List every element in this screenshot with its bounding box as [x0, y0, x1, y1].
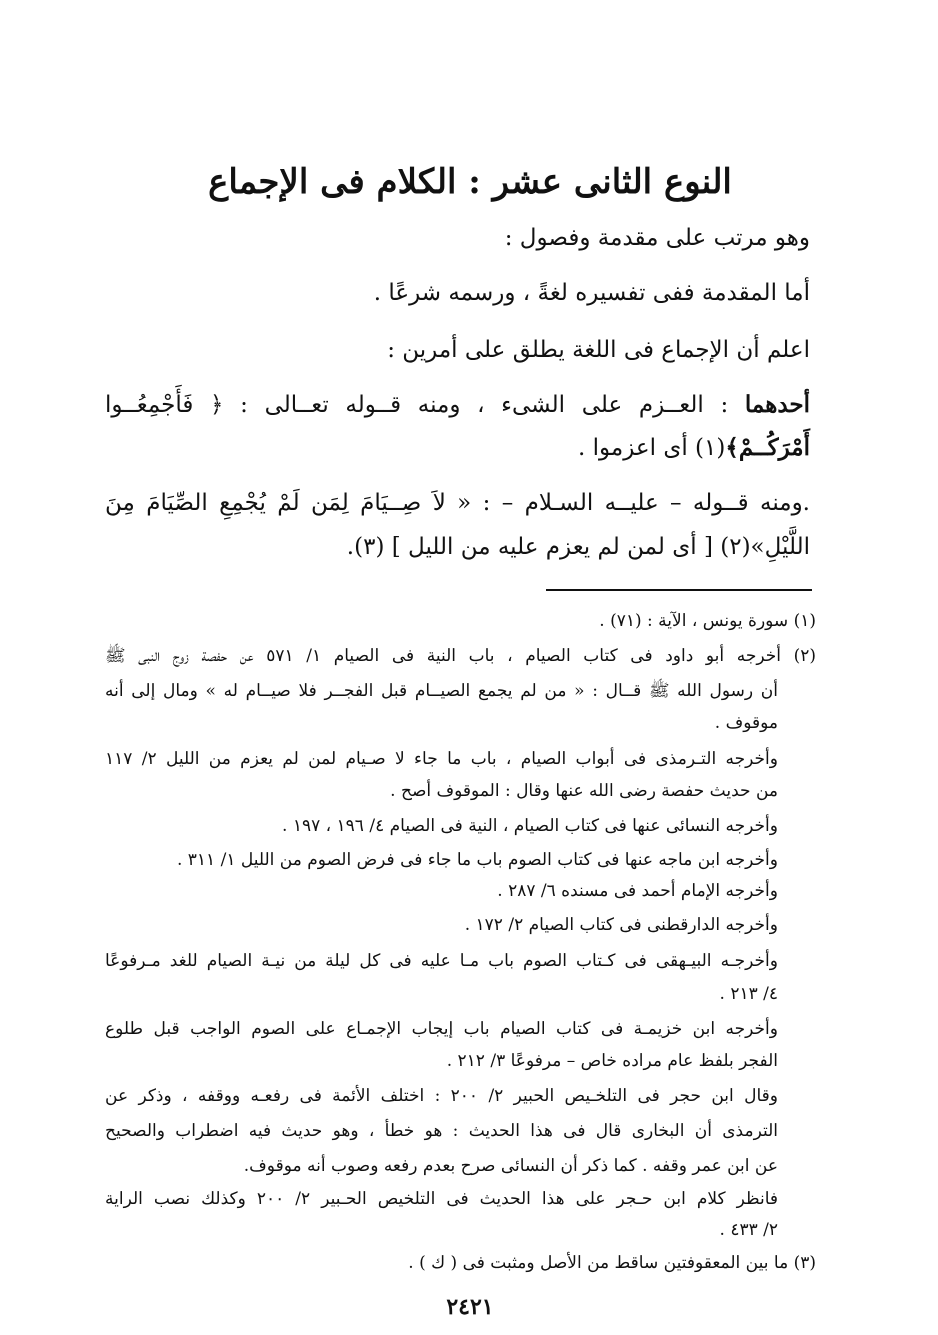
body-line-5-rest: (١) أى اعزموا . — [578, 435, 726, 461]
body-line-6: .ومنه قــوله – عليــه السـلام – : « لاَ صِــيَامَ لِمَن لَمْ يُجْمِعِ الصِّيَامَ مِنَ — [105, 490, 810, 516]
body-line-4-rest: : العــزم على الشىء ، ومنه قــوله تعــالى : ﴿ فَأَجْمِعُــوا — [105, 392, 729, 418]
footnote-2-line-4: وأخرجه التـرمذى فى أبواب الصيام ، باب ما جاء لا صـيام لمن لم يعزم من الليل ٢/ ١١٧ — [105, 749, 778, 769]
footnote-2-line-13: الفجر بلفظ عام مراده خاص – مرفوعًا ٣/ ٢١٢ . — [446, 1051, 778, 1071]
footnote-2-line-2: أن رسول الله ﷺ قــال : « من لم يجمع الصيــام قبل الفجــر فلا صيــام له » ومال إلى أنه — [105, 681, 778, 701]
page-number: ٢٤٢١ — [446, 1294, 494, 1320]
body-line-2: أما المقدمة ففى تفسيره لغةً ، ورسمه شرعًا . — [373, 280, 810, 306]
footnote-2-line-15: الترمذى أن البخارى قال فى هذا الحديث : هو خطأ ، وهو حديث فيه اضطراب والصحيح — [105, 1121, 778, 1141]
chapter-title: النوع الثانى عشر : الكلام فى الإجماع — [208, 162, 732, 202]
footnote-separator — [546, 589, 812, 591]
footnote-2-line-10: وأخرجـه البيـهقى فى كـتاب الصوم باب مـا عليه فى كل ليلة من نيـة الصيام للغد مـرفوعًا — [105, 951, 778, 971]
footnote-2-line-18: ٢/ ٤٣٣ . — [719, 1220, 778, 1240]
footnote-2-line-7: وأخرجه ابن ماجه عنها فى كتاب الصوم باب ما جاء فى فرض الصوم من الليل ١/ ٣١١ . — [176, 850, 778, 870]
footnote-2-line-1: (٢) أخرجه أبو داود فى كتاب الصيام ، باب النية فى الصيام ١/ ٥٧١ عن حفصة زوج النبى ﷺ — [105, 646, 816, 666]
body-line-7: اللَّيْلِ»(٢) [ أى لمن لم يعزم عليه من الليل ] (٣). — [346, 534, 810, 560]
footnote-2-line-16: عن ابن عمر وقفه . كما ذكر أن النسائى صرح بعدم رفعه وصوب أنه موقوف. — [243, 1156, 778, 1176]
body-line-1: وهو مرتب على مقدمة وفصول : — [504, 225, 810, 251]
quran-verse-end: أَمْرَكُــمْ﴾ — [725, 434, 810, 461]
footnote-2-line-6: وأخرجه النسائى عنها فى كتاب الصيام ، النية فى الصيام ٤/ ١٩٦ ، ١٩٧ . — [282, 816, 778, 836]
footnote-2-line-8: وأخرجه الإمام أحمد فى مسنده ٦/ ٢٨٧ . — [497, 881, 778, 901]
body-line-4 — [105, 389, 810, 421]
footnote-2-line-3: موقوف . — [714, 713, 778, 733]
footnote-3: (٣) ما بين المعقوفتين ساقط من الأصل ومثبت فى ( ك ) . — [408, 1253, 816, 1273]
footnote-2-line-12: وأخرجه ابن خزيمـة فى كتاب الصيام باب إيجاب الإجمـاع على الصوم الواجب قبل طلوع — [105, 1019, 778, 1039]
footnote-2-line-11: ٤/ ٢١٣ . — [719, 984, 778, 1004]
body-line-4-lead: أحدهما — [744, 391, 811, 418]
footnote-2-line-5: من حديث حفصة رضى الله عنها وقال : الموقوف أصح . — [390, 781, 778, 801]
footnote-1: (١) سورة يونس ، الآية : (٧١) . — [599, 611, 816, 631]
body-line-5 — [120, 432, 810, 464]
body-line-3: اعلم أن الإجماع فى اللغة يطلق على أمرين : — [387, 337, 810, 363]
footnote-2-line-9: وأخرجه الدارقطنى فى كتاب الصيام ٢/ ١٧٢ . — [464, 915, 778, 935]
footnote-2-line-14: وقال ابن حجر فى التلخـيص الحبير ٢/ ٢٠٠ : اختلف الأئمة فى رفعـه ووقفه ، وذكر عن — [105, 1086, 778, 1106]
footnote-2-line-17: فانظر كلام ابن حـجر على هذا الحديث فى التلخيص الحـبير ٢/ ٢٠٠ وكذلك نصب الراية — [105, 1189, 779, 1209]
